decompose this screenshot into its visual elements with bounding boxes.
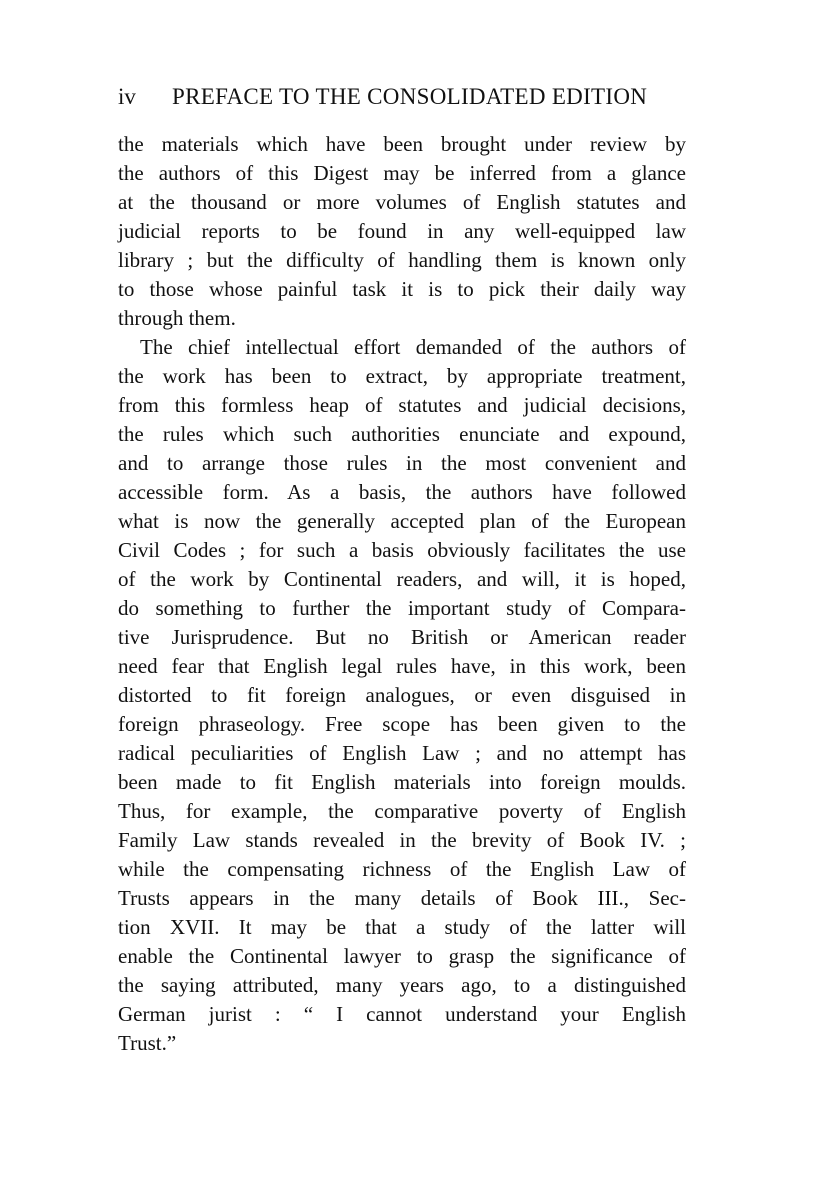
text-line: Civil Codes ; for such a basis obviously facilitates the use [118, 538, 686, 562]
text-line: to those whose painful task it is to pick their daily way [118, 277, 686, 301]
text-line: tive Jurisprudence. But no British or American reader [118, 625, 686, 649]
text-line: radical peculiarities of English Law ; and no attempt has [118, 741, 686, 765]
text-line: Trusts appears in the many details of Book III., Sec- [118, 886, 686, 910]
text-line: through them. [118, 306, 236, 330]
text-line: and to arrange those rules in the most convenient and [118, 451, 686, 475]
running-title: PREFACE TO THE CONSOLIDATED EDITION [172, 84, 648, 109]
text-line: at the thousand or more volumes of English statutes and [118, 190, 686, 214]
text-line: judicial reports to be found in any well-equipped law [118, 219, 686, 243]
text-line: tion XVII. It may be that a study of the latter will [118, 915, 686, 939]
text-line: need fear that English legal rules have, in this work, been [118, 654, 686, 678]
text-line: the materials which have been brought under review by [118, 132, 686, 156]
text-line: German jurist : “ I cannot understand your English [118, 1002, 686, 1026]
text-line: the authors of this Digest may be inferred from a glance [118, 161, 686, 185]
text-line: the saying attributed, many years ago, to a distinguished [118, 973, 686, 997]
text-line: foreign phraseology. Free scope has been given to the [118, 712, 686, 736]
text-line: the work has been to extract, by appropriate treatment, [118, 364, 686, 388]
text-line: accessible form. As a basis, the authors have followed [118, 480, 686, 504]
page-number: iv [118, 84, 136, 109]
text-line: been made to fit English materials into foreign moulds. [118, 770, 686, 794]
text-line: from this formless heap of statutes and judicial decisions, [118, 393, 686, 417]
text-line: Thus, for example, the comparative poverty of English [118, 799, 686, 823]
text-line: Trust.” [118, 1031, 177, 1055]
text-line: while the compensating richness of the English Law of [118, 857, 686, 881]
text-line: distorted to fit foreign analogues, or even disguised in [118, 683, 686, 707]
text-line: the rules which such authorities enunciate and expound, [118, 422, 686, 446]
text-line: do something to further the important study of Compara- [118, 596, 686, 620]
text-line: enable the Continental lawyer to grasp the significance of [118, 944, 686, 968]
text-line: what is now the generally accepted plan of the European [118, 509, 686, 533]
text-line: Family Law stands revealed in the brevity of Book IV. ; [118, 828, 686, 852]
text-line: The chief intellectual effort demanded of the authors of [140, 335, 686, 359]
text-line: of the work by Continental readers, and will, it is hoped, [118, 567, 686, 591]
page-header [118, 84, 690, 118]
body-text [118, 130, 686, 1058]
text-line: library ; but the difficulty of handling them is known only [118, 248, 686, 272]
